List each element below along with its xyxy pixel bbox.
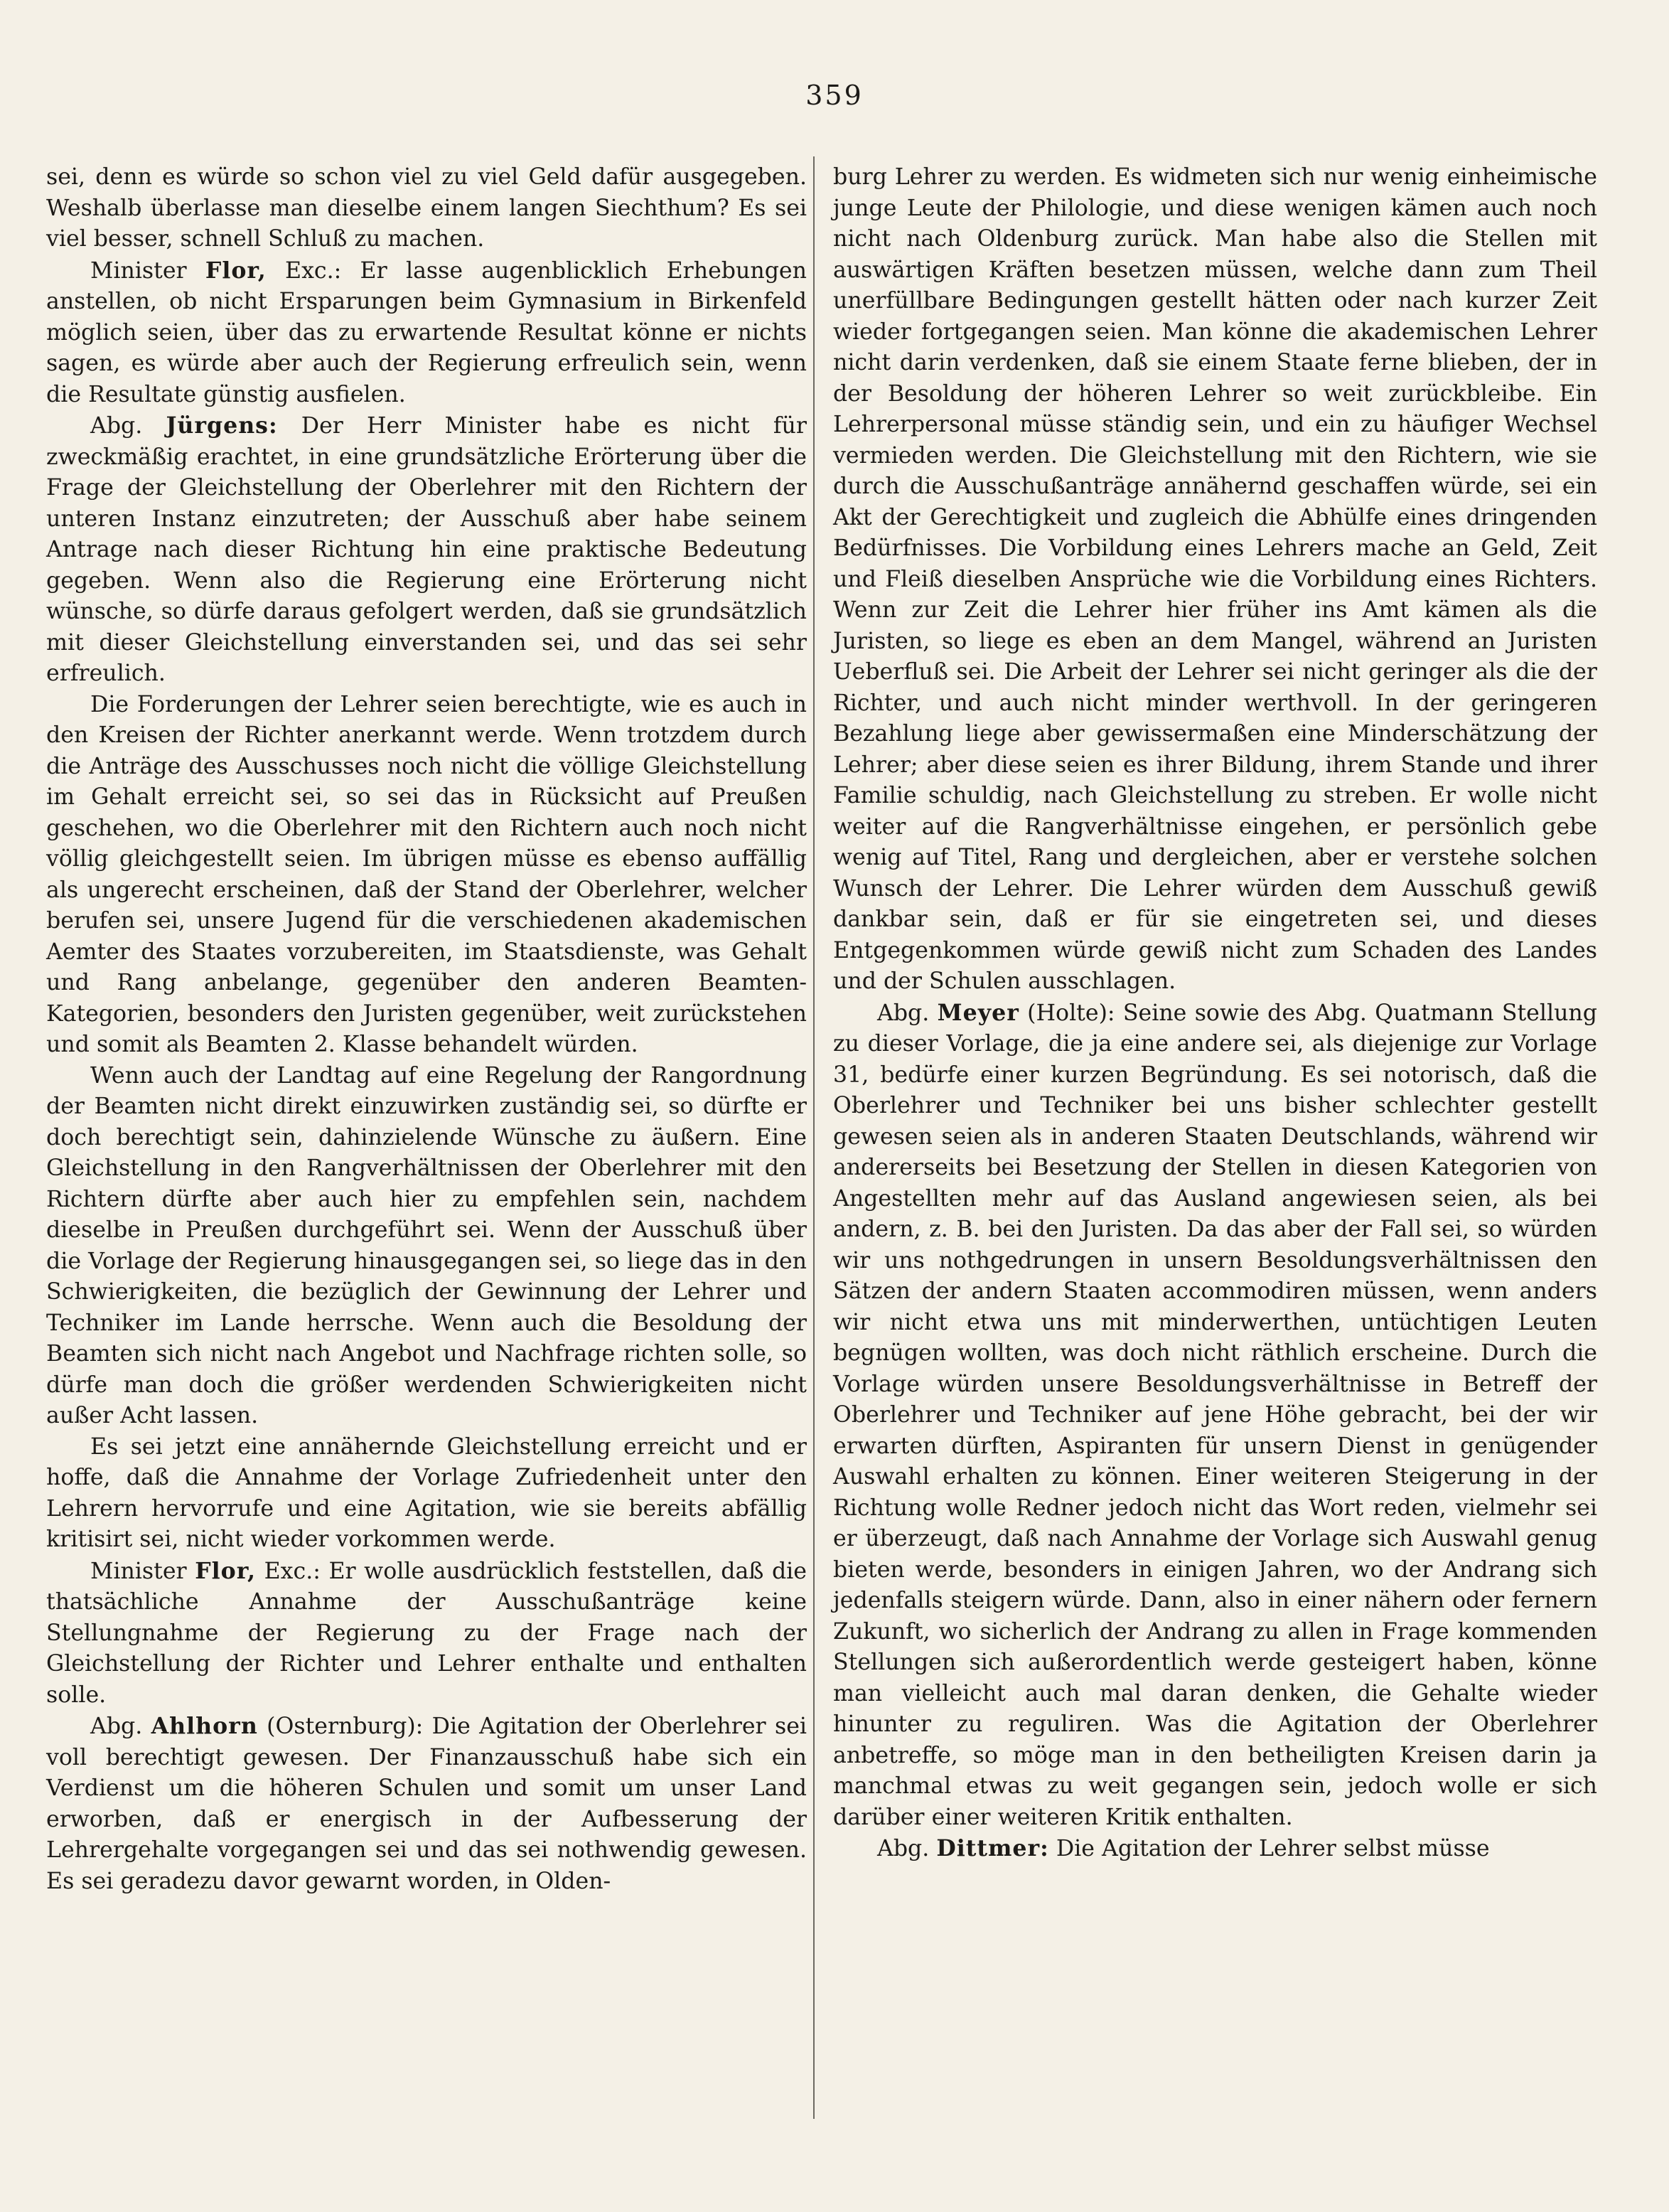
speaker-title: Minister [90,1558,195,1584]
paragraph [46,255,807,411]
speaker-name: Jürgens: [166,412,278,439]
paragraph-text: Die Forderungen der Lehrer seien berechtigte, wie es auch in den Kreisen der Richter anerkannt werde. Wenn trotzdem durch die Anträge des Ausschusses noch nicht die völlige Gleichstellung im Gehalt erreicht sei, so sei das in Rücksicht auf Preußen geschehen, wo die Oberlehrer mit den Richtern auch noch nicht völlig gleichgestellt seien. Im übrigen müsse es ebenso auffällig als ungerecht erscheinen, daß der Stand der Oberlehrer, welcher berufen sei, unsere Jugend für die verschiedenen akademischen Aemter des Staates vorzubereiten, im Staatsdienste, was Gehalt und Rang anbelange, gegenüber den anderen Beamten-Kategorien, besonders den Juristen gegenüber, weit zurückstehen und somit als Beamten 2. Klasse behandelt würden. [46,691,807,1057]
paragraph-text: Der Herr Minister habe es nicht für zweckmäßig erachtet, in eine grundsätzliche Erörterung über die Frage der Gleichstellung der Oberlehrer mit den Richtern der unteren Instanz einzutreten; der Ausschuß aber habe seinem Antrage nach dieser Richtung hin eine praktische Bedeutung gegeben. Wenn also die Regierung eine Erörterung nicht wünsche, so dürfe daraus gefolgert werden, daß sie grundsätzlich mit dieser Gleichstellung einverstanden sei, und das sei sehr erfreulich. [46,413,807,686]
paragraph-text: Exc.: Er wolle ausdrücklich feststellen, daß die thatsächliche Annahme der Ausschußanträge keine Stellungnahme der Regierung zu der Frage nach der Gleichstellung der Richter und Lehrer enthalte und enthalten solle. [46,1558,807,1708]
speaker-title: Abg. [90,1714,151,1739]
column-divider [813,156,815,2119]
paragraph-text: Wenn auch der Landtag auf eine Regelung der Rangordnung der Beamten nicht direkt einzuwirken zuständig sei, so dürfte er doch berechtigt sein, dahinzielende Wünsche zu äußern. Eine Gleichstellung in den Rangverhältnissen der Oberlehrer mit den Richtern dürfte aber auch hier zu empfehlen sein, nachdem dieselbe in Preußen durchgeführt sei. Wenn der Ausschuß über die Vorlage der Regierung hinausgegangen sei, so liege das in den Schwierigkeiten, die bezüglich der Gewinnung der Lehrer und Techniker im Lande herrsche. Wenn auch die Besoldung der Beamten sich nicht nach Angebot und Nachfrage richten solle, so dürfe man doch die größer werdenden Schwierigkeiten nicht außer Acht lassen. [46,1062,807,1428]
speaker-name: Flor, [195,1557,257,1584]
paragraph [46,162,807,255]
paragraph-text: burg Lehrer zu werden. Es widmeten sich nur wenig einheimische junge Leute der Philologie, und diese wenigen kämen auch noch nicht nach Oldenburg zurück. Man habe also die Stellen mit auswärtigen Kräften besetzen müssen, welche dann zum Theil unerfüllbare Bedingungen gestellt hätten oder nach kurzer Zeit wieder fortgegangen seien. Man könne die akademischen Lehrer nicht darin verdenken, daß sie einem Staate ferne blieben, der in der Besoldung der höheren Lehrer so weit zurückbleibe. Ein Lehrerpersonal müsse ständig sein, und ein zu häufiger Wechsel vermieden werden. Die Gleichstellung mit den Richtern, wie sie durch die Ausschußanträge annähernd geschaffen würde, sei ein Akt der Gerechtigkeit und zugleich die Abhülfe eines dringenden Bedürfnisses. Die Vorbildung eines Lehrers mache an Geld, Zeit und Fleiß dieselben Ansprüche wie die Vorbildung eines Richters. Wenn zur Zeit die Lehrer hier früher ins Amt kämen als die Juristen, so liege es eben an dem Mangel, während an Juristen Ueberfluß sei. Die Arbeit der Lehrer sei nicht geringer als die der Richter, und auch nicht minder werthvoll. In der geringeren Bezahlung liege aber gewissermaßen eine Minderschätzung der Lehrer; aber diese seien es ihrer Bildung, ihrem Stande und ihrer Familie schuldig, nach Gleichstellung zu streben. Er wolle nicht weiter auf die Rangverhältnisse eingehen, er persönlich gebe wenig auf Titel, Rang und dergleichen, aber er verstehe solchen Wunsch der Lehrer. Die Lehrer würden dem Ausschuß gewiß dankbar sein, daß er für sie eingetreten sei, und dieses Entgegenkommen würde gewiß nicht zum Schaden des Landes und der Schulen ausschlagen. [833,164,1597,994]
left-column [46,162,807,1897]
paragraph [46,1556,807,1711]
paragraph [46,1711,807,1897]
paragraph-text: (Osternburg): Die Agitation der Oberlehrer sei voll berechtigt gewesen. Der Finanzausschuß habe sich ein Verdienst um die höheren Schulen und somit um unser Land erworben, daß er energisch in der Aufbesserung der Lehrergehalte vorgegangen sei und das sei nothwendig gewesen. Es sei geradezu davor gewarnt worden, in Olden- [46,1714,807,1894]
speaker-name: Ahlhorn [151,1713,258,1739]
paragraph [833,1833,1597,1865]
paragraph-text: Es sei jetzt eine annähernde Gleichstellung erreicht und er hoffe, daß die Annahme der Vorlage Zufriedenheit unter den Lehrern hervorrufe und eine Agitation, wie sie bereits abfällig kritisirt sei, nicht wieder vorkommen werde. [46,1433,807,1552]
paragraph [833,162,1597,998]
page-number: 359 [805,80,864,111]
paragraph [46,410,807,690]
speaker-title: Minister [90,257,205,284]
paragraph [46,1432,807,1556]
speaker-name: Meyer [937,999,1019,1026]
paragraph [833,998,1597,1834]
speaker-title: Abg. [877,1000,938,1026]
speaker-name: Dittmer: [936,1835,1049,1861]
paragraph-text: Exc.: Er lasse augenblicklich Erhebungen anstellen, ob nicht Ersparungen beim Gymnasium in Birkenfeld möglich seien, über das zu erwartende Resultat könne er nichts sagen, es würde aber auch der Regierung erfreulich sein, wenn die Resultate günstig ausfielen. [46,257,807,407]
speaker-name: Flor, [205,257,267,284]
speaker-title: Abg. [90,413,166,439]
paragraph-text: (Holte): Seine sowie des Abg. Quatmann Stellung zu dieser Vorlage, die ja eine andere sei, als diejenige zur Vorlage 31, bedürfe einer kurzen Begründung. Es sei notorisch, daß die Oberlehrer und Techniker bei uns bisher schlechter gestellt gewesen seien als in anderen Staaten Deutschlands, während wir andererseits bei Besetzung der Stellen in diesen Kategorien von Angestellten mehr auf das Ausland angewiesen seien, als bei andern, z. B. bei den Juristen. Da das aber der Fall sei, so würden wir uns nothgedrungen in unsern Besoldungsverhältnissen den Sätzen der andern Staaten accommodiren müssen, wenn anders wir nicht etwa uns mit minderwerthen, untüchtigen Leuten begnügen wollten, was doch nicht räthlich erscheine. Durch die Vorlage würden unsere Besoldungsverhältnisse in Betreff der Oberlehrer und Techniker auf jene Höhe gebracht, bei der wir erwarten dürften, Aspiranten für unsern Dienst in genügender Auswahl erhalten zu können. Einer weiteren Steigerung in der Richtung wolle Redner jedoch nicht das Wort reden, vielmehr sei er überzeugt, daß nach Annahme der Vorlage sich Auswahl genug bieten werde, besonders in einigen Jahren, wo der Andrang sich jedenfalls steigern würde. Dann, also in einer nähern oder fernern Zukunft, wo sicherlich der Andrang zu allen in Frage kommenden Stellungen sich außerordentlich werde gesteigert haben, könne man vielleicht auch mal daran denken, die Gehalte wieder hinunter zu reguliren. Was die Agitation der Oberlehrer anbetreffe, so möge man in den betheiligten Kreisen darin ja manchmal etwas zu weit gegangen sein, jedoch wolle er sich darüber einer weiteren Kritik enthalten. [833,1000,1597,1830]
paragraph-text: Die Agitation der Lehrer selbst müsse [1048,1836,1490,1861]
speaker-title: Abg. [877,1836,937,1861]
paragraph-text: sei, denn es würde so schon viel zu viel Geld dafür ausgegeben. Weshalb überlasse man dieselbe einem langen Siechthum? Es sei viel besser, schnell Schluß zu machen. [46,164,807,252]
paragraph [46,690,807,1061]
paragraph [46,1061,807,1432]
right-column [833,162,1597,1865]
